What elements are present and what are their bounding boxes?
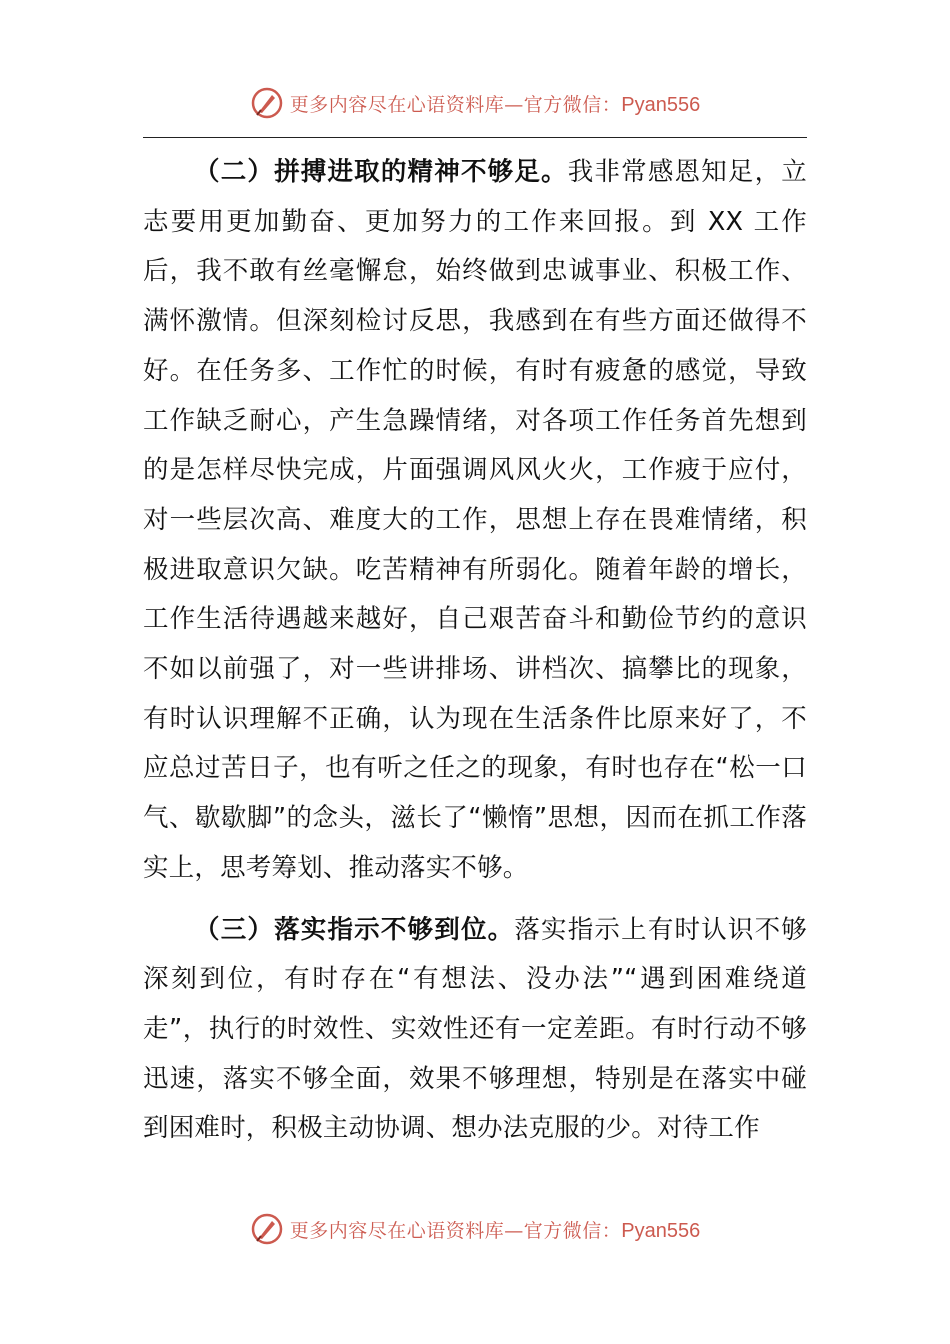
watermark-text: 更多内容尽在心语资料库—官方微信：Pyan556 [289,93,701,116]
paragraph-2 [143,148,807,894]
paragraph-3 [143,906,807,1155]
header-watermark [0,86,950,120]
paragraph-text: 落实指示上有时认识不够深刻到位，有时存在“有想法、没办法”“遇到困难绕道走”，执行的时效性、实效性还有一定差距。有时行动不够迅速，落实不够全面，效果不够理想，特别是在落实中碰到困难时，积极主动协调、想办法克服的少。对待工作 [143,914,807,1144]
paragraph-heading: （二）拼搏进取的精神不够足。 [194,157,568,187]
document-body [143,148,807,1154]
quill-logo-icon [250,1212,284,1246]
footer-watermark [0,1212,950,1246]
paragraph-text: 我非常感恩知足，立志要用更加勤奋、更加努力的工作来回报。到 XX 工作后，我不敢有丝毫懈怠，始终做到忠诚事业、积极工作、满怀激情。但深刻检讨反思，我感到在有些方面还做得不好。在任务多、工作忙的时候，有时有疲惫的感觉，导致工作缺乏耐心，产生急躁情绪，对各项工作任务首先想到的是怎样尽快完成，片面强调风风火火，工作疲于应付，对一些层次高、难度大的工作，思想上存在畏难情绪，积极进取意识欠缺。吃苦精神有所弱化。随着年龄的增长，工作生活待遇越来越好，自己艰苦奋斗和勤俭节约的意识不如以前强了，对一些讲排场、讲档次、搞攀比的现象，有时认识理解不正确，认为现在生活条件比原来好了，不应总过苦日子，也有听之任之的现象，有时也存在“松一口气、歇歇脚”的念头，滋长了“懒惰”思想，因而在抓工作落实上，思考筹划、推动落实不够。 [143,157,807,883]
watermark-text: 更多内容尽在心语资料库—官方微信：Pyan556 [289,1219,701,1242]
quill-logo-icon [250,86,284,120]
header-divider [143,137,807,138]
paragraph-heading: （三）落实指示不够到位。 [194,914,515,945]
